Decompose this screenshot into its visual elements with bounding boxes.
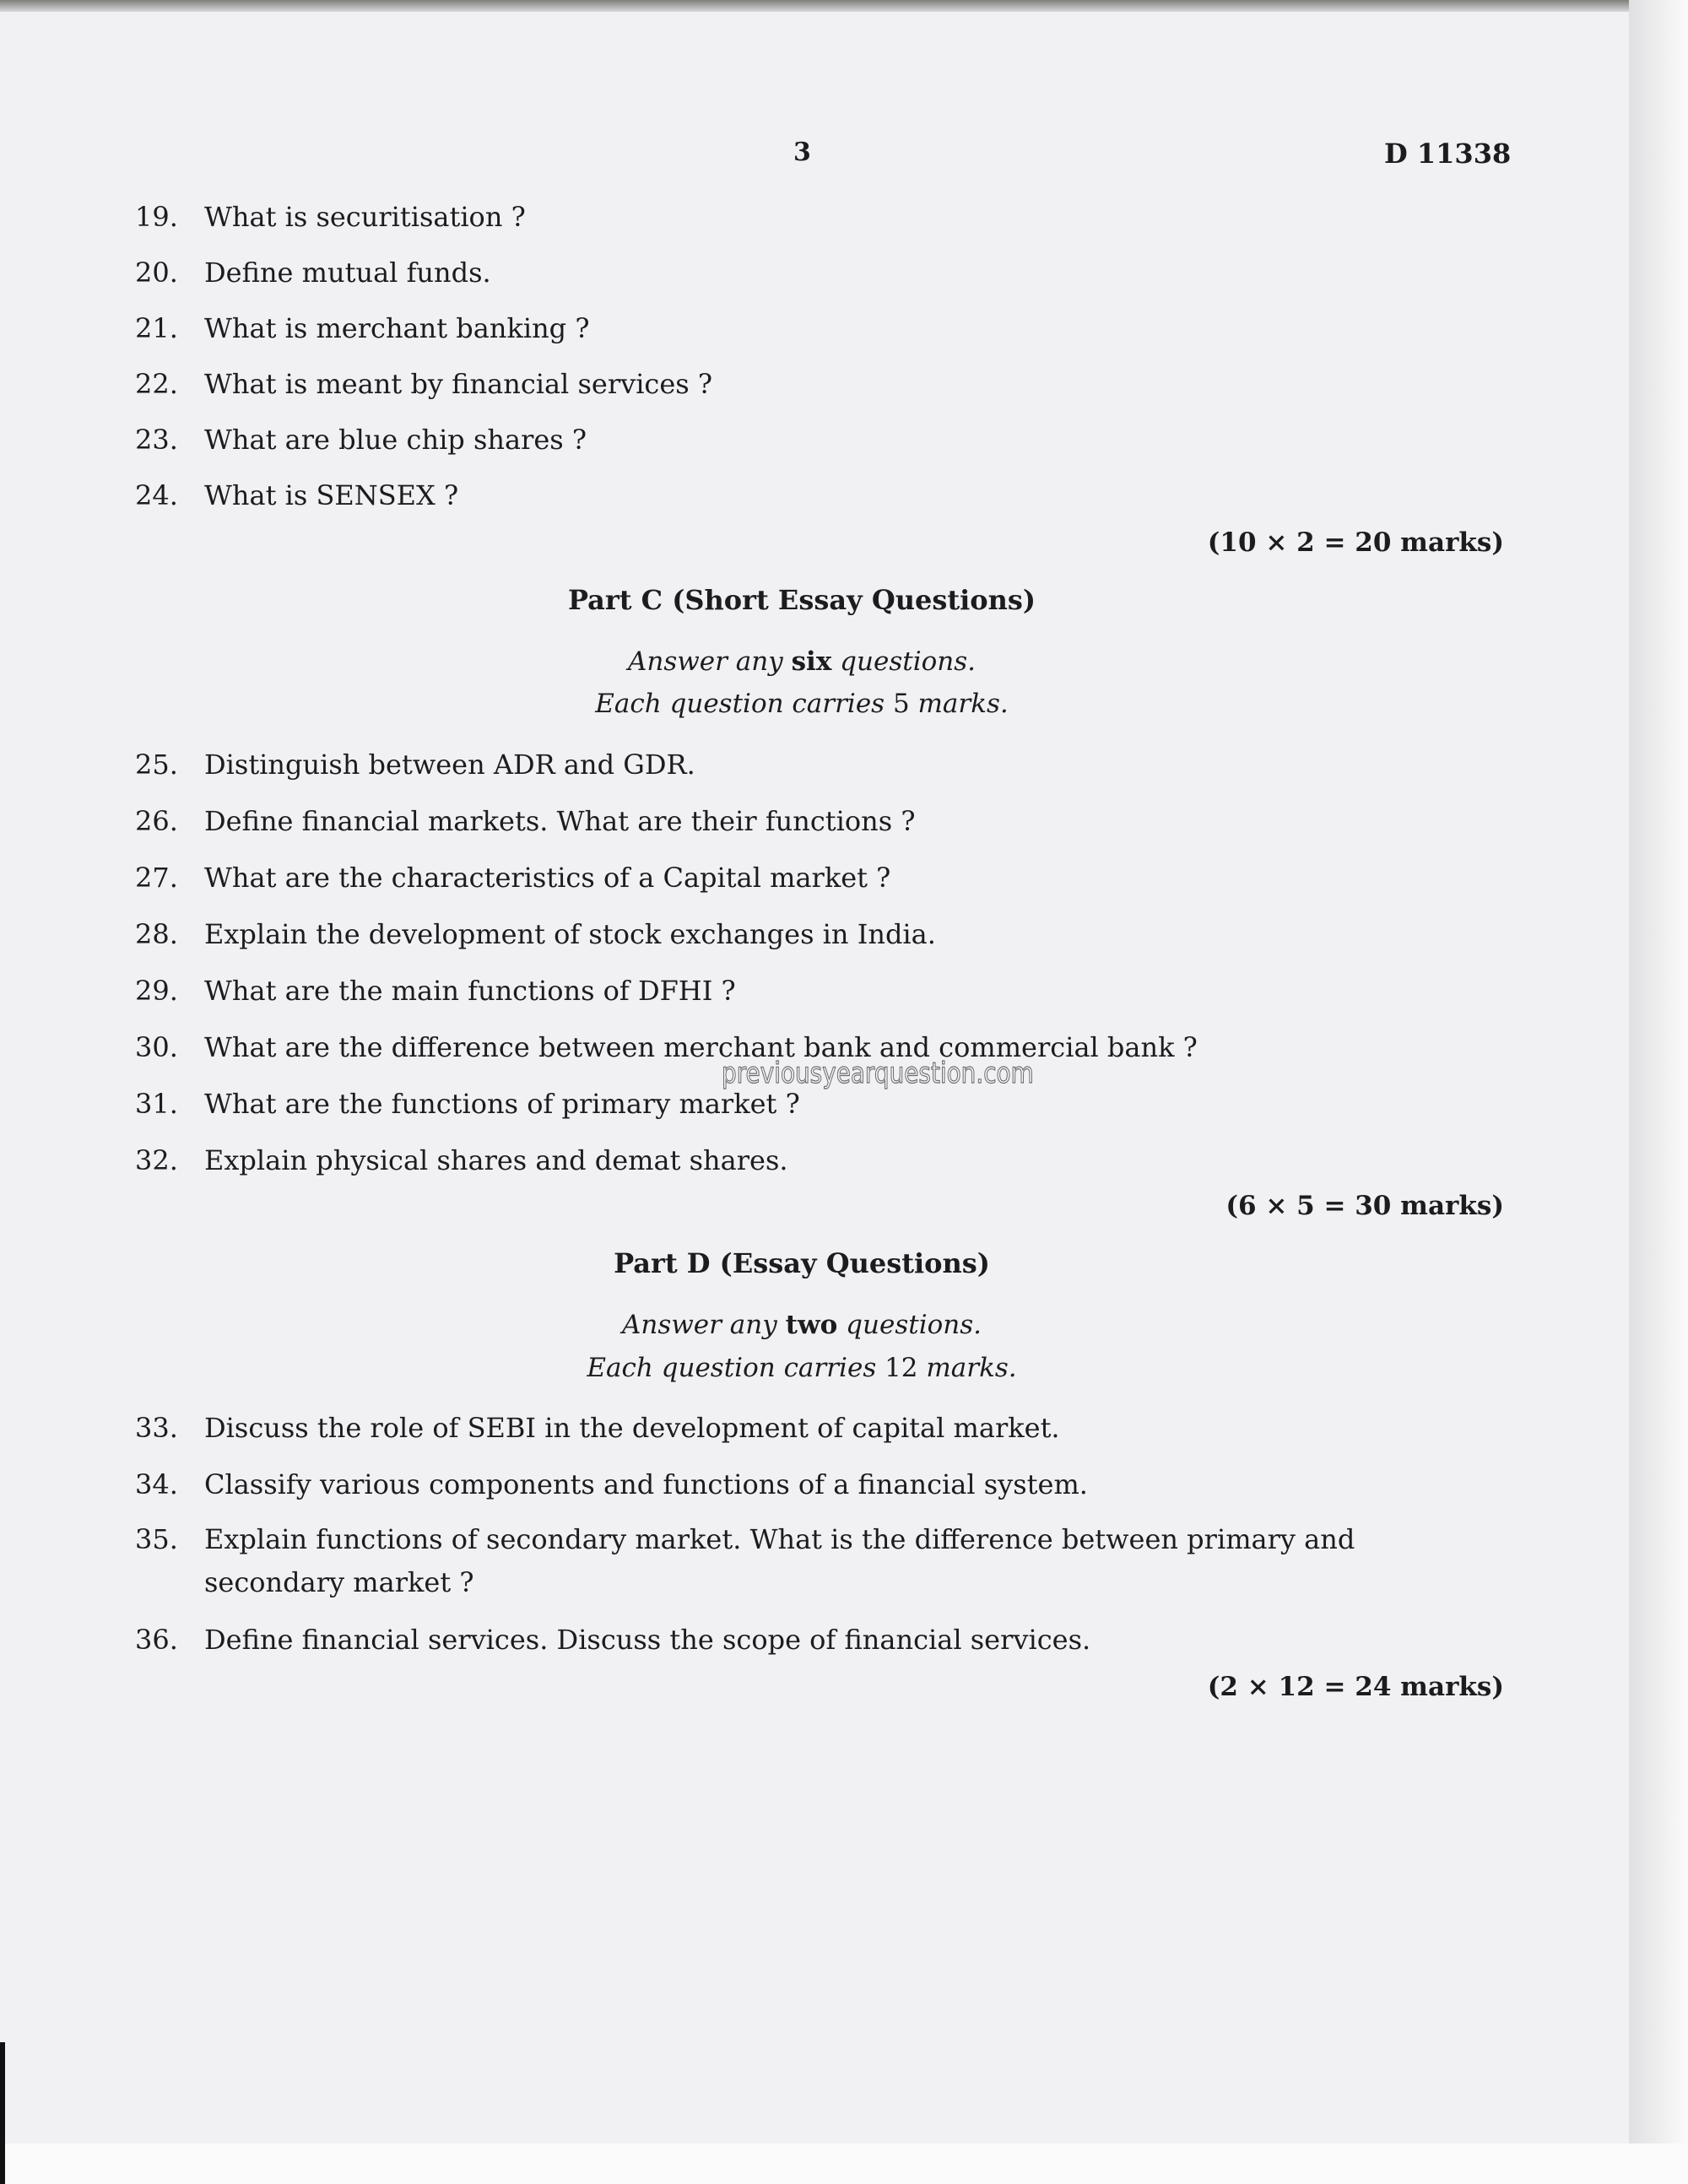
question-22 (135, 368, 712, 400)
question-26 (135, 805, 916, 837)
question-number: 19. (135, 201, 178, 233)
question-number: 34. (135, 1468, 178, 1500)
question-number: 36. (135, 1624, 178, 1656)
question-34 (135, 1468, 1088, 1500)
scan-bottom-margin (0, 2143, 1688, 2184)
question-number: 22. (135, 368, 178, 400)
question-number: 27. (135, 862, 178, 894)
question-text: Discuss the role of SEBI in the development of capital market. (204, 1412, 1060, 1444)
question-number: 33. (135, 1412, 178, 1444)
part-b-marks: (10 × 2 = 20 marks) (1207, 527, 1504, 558)
question-28 (135, 918, 936, 950)
question-text: Explain physical shares and demat shares. (204, 1144, 788, 1176)
question-text: Define financial markets. What are their functions ? (204, 805, 916, 837)
part-d-heading: Part D (Essay Questions) (614, 1247, 990, 1279)
question-text: What are the main functions of DFHI ? (204, 975, 736, 1007)
question-number: 25. (135, 749, 178, 781)
scan-right-margin (1629, 0, 1688, 2184)
question-text: What are the functions of primary market ? (204, 1088, 800, 1120)
question-20 (135, 257, 491, 289)
question-text: What are the difference between merchant bank and commercial bank ? (204, 1031, 1198, 1063)
question-text: What are blue chip shares ? (204, 424, 587, 456)
page-number: 3 (793, 138, 811, 167)
part-c-marks: (6 × 5 = 30 marks) (1225, 1191, 1504, 1221)
scan-left-bar (0, 2042, 5, 2184)
question-35 (135, 1518, 1502, 1604)
question-number: 28. (135, 918, 178, 950)
question-text: Define mutual funds. (204, 257, 491, 289)
part-d-marks: (2 × 12 = 24 marks) (1207, 1672, 1504, 1702)
scan-top-edge (0, 0, 1688, 12)
question-number: 23. (135, 424, 178, 456)
question-24 (135, 479, 458, 511)
part-d-instruction-answer: Answer any two questions. (621, 1310, 982, 1340)
question-number: 31. (135, 1088, 178, 1120)
question-text: Classify various components and functions of a financial system. (204, 1468, 1088, 1500)
question-text: What is securitisation ? (204, 201, 526, 233)
question-29 (135, 975, 736, 1007)
question-text: Explain functions of secondary market. What is the difference between primary and secondary market ? (204, 1523, 1355, 1598)
question-19 (135, 201, 526, 233)
part-c-heading: Part C (Short Essay Questions) (567, 584, 1036, 616)
question-number: 32. (135, 1144, 178, 1176)
question-25 (135, 749, 695, 781)
question-33 (135, 1412, 1060, 1444)
question-number: 30. (135, 1031, 178, 1063)
question-number: 29. (135, 975, 178, 1007)
question-text: What is meant by financial services ? (204, 368, 713, 400)
site-watermark: previousyearquestion.com (722, 1057, 1034, 1090)
part-c-instruction-answer: Answer any six questions. (627, 646, 977, 677)
question-30 (135, 1031, 1198, 1063)
question-number: 21. (135, 312, 178, 344)
question-31 (135, 1088, 800, 1120)
part-d-instruction-marks: Each question carries 12 marks. (587, 1353, 1017, 1383)
part-c-instruction-marks: Each question carries 5 marks. (595, 689, 1009, 719)
question-number: 26. (135, 805, 178, 837)
question-text: What are the characteristics of a Capital market ? (204, 862, 891, 894)
question-21 (135, 312, 589, 344)
question-text: Define financial services. Discuss the scope of financial services. (204, 1624, 1091, 1656)
question-27 (135, 862, 890, 894)
question-text: What is SENSEX ? (204, 479, 459, 511)
question-text: Distinguish between ADR and GDR. (204, 749, 695, 781)
question-text: What is merchant banking ? (204, 312, 590, 344)
question-number: 24. (135, 479, 178, 511)
question-number: 35. (135, 1523, 178, 1555)
question-36 (135, 1624, 1090, 1656)
question-32 (135, 1144, 788, 1176)
question-number: 20. (135, 257, 178, 289)
paper-code: D 11338 (1384, 138, 1512, 170)
question-23 (135, 424, 587, 456)
question-text: Explain the development of stock exchanges in India. (204, 918, 936, 950)
